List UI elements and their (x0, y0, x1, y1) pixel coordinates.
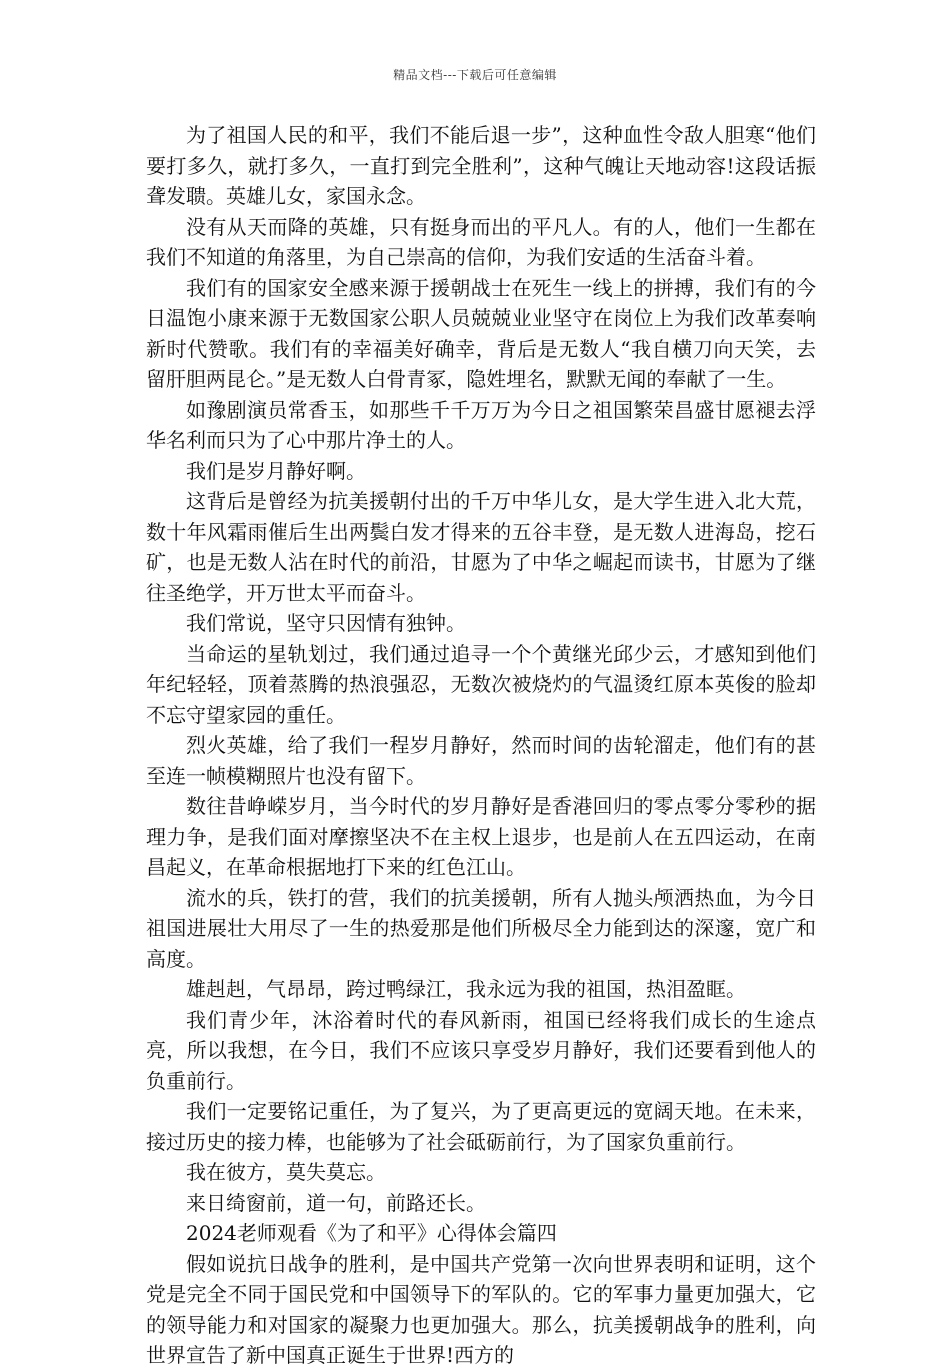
section-heading: 2024老师观看《为了和平》心得体会篇四 (186, 1221, 557, 1245)
paragraph: 这背后是曾经为抗美援朝付出的千万中华儿女，是大学生进入北大荒，数十年风霜雨催后生出两鬓白发才得来的五谷丰登，是无数人进海岛，挖石矿，也是无数人沾在时代的前沿，甘愿为了中华之崛起而读书，甘愿为了继往圣绝学，开万世太平而奋斗。 (146, 489, 816, 605)
paragraph: 为了祖国人民的和平，我们不能后退一步”，这种血性令敌人胆寒“他们要打多久，就打多久，一直打到完全胜利”，这种气魄让天地动容!这段话振聋发聩。英雄儿女，家国永念。 (146, 123, 816, 208)
paragraph: 来日绮窗前，道一句，前路还长。 (186, 1190, 486, 1215)
paragraph: 没有从天而降的英雄，只有挺身而出的平凡人。有的人，他们一生都在我们不知道的角落里，为自己崇高的信仰，为我们安适的生活奋斗着。 (146, 214, 816, 269)
paragraph: 烈火英雄，给了我们一程岁月静好，然而时间的齿轮溜走，他们有的甚至连一帧模糊照片也没有留下。 (146, 733, 816, 788)
paragraph: 我们有的国家安全感来源于援朝战士在死生一线上的拼搏，我们有的今日温饱小康来源于无数国家公职人员兢兢业业坚守在岗位上为我们改革奏响新时代赞歌。我们有的幸福美好确幸，背后是无数人“我自横刀向天笑，去留肝胆两昆仑。”是无数人白骨青冢，隐姓埋名，默默无闻的奉献了一生。 (146, 275, 816, 391)
paragraph: 我在彼方，莫失莫忘。 (186, 1160, 386, 1184)
paragraph: 假如说抗日战争的胜利，是中国共产党第一次向世界表明和证明，这个党是完全不同于国民党和中国领导下的军队的。它的军事力量更加强大，它的领导能力和对国家的凝聚力也更加强大。那么，抗美援朝战争的胜利，向世界宣告了新中国真正诞生于世界!西方的 (146, 1251, 816, 1367)
page-header: 精品文档---下载后可任意编辑 (393, 68, 557, 82)
paragraph: 如豫剧演员常香玉，如那些千千万万为今日之祖国繁荣昌盛甘愿褪去浮华名利而只为了心中那片净土的人。 (146, 397, 816, 452)
paragraph: 我们是岁月静好啊。 (186, 458, 366, 483)
paragraph: 我们青少年，沐浴着时代的春风新雨，祖国已经将我们成长的生途点亮，所以我想，在今日，我们不应该只享受岁月静好，我们还要看到他人的负重前行。 (146, 1007, 816, 1093)
paragraph: 流水的兵，铁打的营，我们的抗美援朝，所有人抛头颅洒热血，为今日祖国进展壮大用尽了一生的热爱那是他们所极尽全力能到达的深邃，宽广和高度。 (146, 885, 816, 971)
document-body (146, 120, 816, 1371)
paragraph: 雄赳赳，气昂昂，跨过鸭绿江，我永远为我的祖国，热泪盈眶。 (186, 977, 746, 1001)
paragraph: 当命运的星轨划过，我们通过追寻一个个黄继光邱少云，才感知到他们年纪轻轻，顶着蒸腾的热浪强忍，无数次被烧灼的气温烫红原本英俊的脸却不忘守望家园的重任。 (146, 641, 816, 727)
paragraph: 数往昔峥嵘岁月，当今时代的岁月静好是香港回归的零点零分零秒的据理力争，是我们面对摩擦坚决不在主权上退步，也是前人在五四运动，在南昌起义，在革命根据地打下来的红色江山。 (146, 794, 816, 879)
paragraph: 我们常说，坚守只因情有独钟。 (186, 611, 466, 635)
paragraph: 我们一定要铭记重任，为了复兴，为了更高更远的宽阔天地。在未来，接过历史的接力棒，也能够为了社会砥砺前行，为了国家负重前行。 (146, 1099, 816, 1154)
